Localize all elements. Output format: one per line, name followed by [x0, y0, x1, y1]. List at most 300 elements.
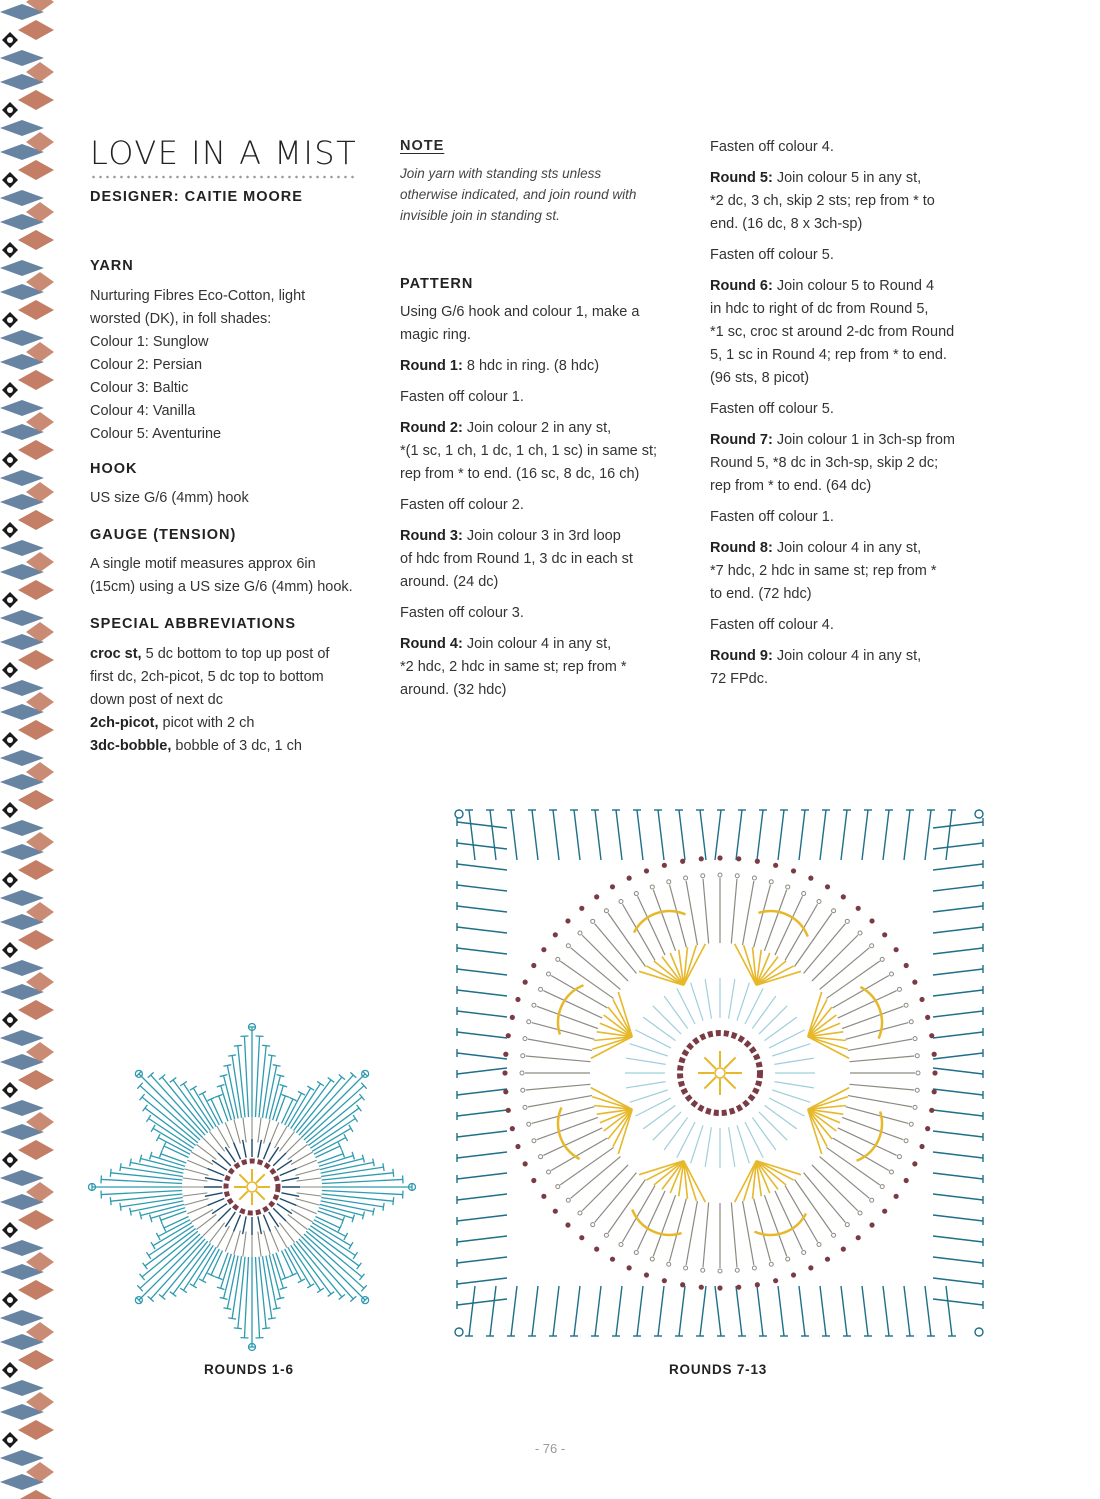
- stitch-mark: [644, 1272, 649, 1277]
- stitch-stroke: [208, 1198, 225, 1205]
- border-petal-blue: [0, 680, 44, 696]
- stitch-stroke: [279, 1223, 294, 1243]
- stitch-mark: [699, 1285, 704, 1290]
- stitch-top: [904, 1139, 908, 1143]
- stitch-stroke: [774, 1082, 814, 1088]
- stitch-stroke: [457, 906, 507, 912]
- stitch-stroke: [933, 969, 983, 975]
- stitch-top: [735, 1268, 739, 1272]
- stitch-stroke: [457, 969, 507, 975]
- corner-picot: [975, 810, 983, 818]
- corner-picot: [455, 1328, 463, 1336]
- stitch-stroke: [772, 1044, 810, 1056]
- round-label: Round 4:: [400, 636, 463, 652]
- stitch-stroke: [212, 1160, 227, 1170]
- stitch-mark: [929, 1033, 934, 1038]
- stitch-top: [223, 1308, 231, 1310]
- stitch-top: [786, 885, 790, 889]
- stitch-stroke: [537, 1117, 598, 1139]
- stitch-stroke: [764, 890, 786, 951]
- stitch-top: [349, 1242, 353, 1249]
- stitch-stroke: [297, 1178, 322, 1181]
- stitch-stroke: [686, 881, 697, 945]
- stitch-stroke: [904, 810, 910, 860]
- stitch-mark: [502, 1070, 507, 1075]
- border-petal-blue: [0, 400, 44, 416]
- stitch-top: [532, 1003, 536, 1007]
- stitch-stroke: [457, 1032, 507, 1038]
- stitch-top: [915, 1088, 919, 1092]
- border-dot: [7, 37, 13, 43]
- stitch-top: [667, 880, 671, 884]
- stitch-mark: [882, 1209, 887, 1214]
- border-petal-rust: [18, 440, 54, 460]
- stitch-stroke: [904, 1286, 910, 1336]
- border-petal-rust: [18, 580, 54, 600]
- stitch-stroke: [196, 1144, 216, 1159]
- stitch-stroke: [933, 1257, 983, 1263]
- border-dot: [7, 807, 13, 813]
- stitch-stroke: [243, 1140, 247, 1158]
- stitch-stroke: [312, 1223, 351, 1246]
- border-dot: [7, 947, 13, 953]
- stitch-top: [880, 1185, 884, 1189]
- stitch-stroke: [838, 1128, 897, 1155]
- note-line: otherwise indicated, and join round with: [400, 187, 637, 202]
- stitch-mark: [662, 863, 667, 868]
- stitch-top: [521, 1088, 525, 1092]
- stitch-top: [566, 944, 570, 948]
- stitch-stroke: [759, 1006, 787, 1034]
- stitch-stroke: [297, 1193, 322, 1196]
- stitch-top: [527, 1020, 531, 1024]
- abbreviations-heading: SPECIAL ABBREVIATIONS: [90, 616, 297, 632]
- stitch-stroke: [244, 1036, 248, 1117]
- stitch-stroke: [294, 1160, 317, 1170]
- stitch-top: [190, 1086, 197, 1090]
- stitch-top: [701, 874, 705, 878]
- stitch-stroke: [258, 1232, 261, 1257]
- stitch-stroke: [704, 1077, 715, 1088]
- stitch-top: [523, 1105, 527, 1109]
- stitch-top: [143, 1263, 148, 1269]
- stitch-stroke: [187, 1160, 210, 1170]
- stitch-mark: [579, 1235, 584, 1240]
- stitch-stroke: [295, 1169, 319, 1175]
- stitch-stroke: [737, 983, 749, 1021]
- stitch-top: [556, 1185, 560, 1189]
- stitch-stroke: [774, 1058, 814, 1064]
- stitch-top: [349, 1125, 353, 1132]
- stitch-top: [913, 1037, 917, 1041]
- stitch-top: [909, 1122, 913, 1126]
- stitch-stroke: [258, 1216, 262, 1234]
- stitch-mark: [627, 1265, 632, 1270]
- stitch-stroke: [635, 1098, 671, 1116]
- fasten-off-line: Fasten off colour 3.: [400, 605, 524, 621]
- stitch-stroke: [457, 864, 507, 870]
- stitch-stroke: [490, 1286, 496, 1336]
- stitch-top: [353, 1252, 357, 1259]
- stitch-stroke: [745, 988, 763, 1024]
- border-petal-rust: [18, 90, 54, 110]
- stitch-top: [915, 1054, 919, 1058]
- stitch-stroke: [238, 1046, 245, 1118]
- stitch-top: [268, 1318, 276, 1319]
- stitch-mark: [565, 1222, 570, 1227]
- stitch-mark: [531, 1178, 536, 1183]
- stitch-stroke: [933, 1215, 983, 1221]
- stitch-top: [130, 1158, 132, 1166]
- stitch-stroke: [203, 1249, 220, 1281]
- stitch-top: [578, 931, 582, 935]
- border-dot: [7, 107, 13, 113]
- stitch-top: [802, 1250, 806, 1254]
- stitch-stroke: [686, 1201, 697, 1265]
- stitch-top: [180, 1081, 187, 1085]
- stitch-stroke: [244, 1257, 248, 1338]
- stitch-stroke: [933, 1173, 983, 1179]
- stitch-stroke: [933, 822, 983, 828]
- round-instruction: Round 1: 8 hdc in ring. (8 hdc): [400, 358, 600, 374]
- round-instruction: Round 3: Join colour 3 in 3rd loop of hdc from Round 1, 3 dc in each st around. (24 dc): [400, 528, 633, 590]
- stitch-stroke: [543, 991, 602, 1018]
- stitch-stroke: [883, 1286, 889, 1336]
- stitch-stroke: [703, 879, 709, 944]
- stitch-stroke: [754, 885, 771, 948]
- stitch-stroke: [933, 906, 983, 912]
- stitch-stroke: [284, 1219, 302, 1237]
- stitch-stroke: [626, 1058, 666, 1064]
- note-heading: NOTE: [400, 138, 445, 154]
- stitch-stroke: [643, 1105, 675, 1129]
- stitch-stroke: [551, 1138, 607, 1171]
- stitch-stroke: [225, 1212, 235, 1227]
- stitch-stroke: [275, 1126, 288, 1148]
- yarn-line: Colour 1: Sunglow: [90, 334, 209, 350]
- round-label: Round 2:: [400, 420, 463, 436]
- pattern-heading: PATTERN: [400, 276, 474, 292]
- stitch-top: [889, 1170, 893, 1174]
- stitch-stroke: [259, 1257, 266, 1329]
- stitch-stroke: [273, 1153, 286, 1166]
- stitch-stroke: [288, 1144, 308, 1159]
- stitch-stroke: [643, 1017, 675, 1041]
- stitch-mark: [791, 868, 796, 873]
- stitch-stroke: [826, 1148, 879, 1185]
- stitch-top: [523, 1037, 527, 1041]
- stitch-stroke: [528, 1039, 592, 1050]
- stitch-stroke: [637, 1286, 643, 1336]
- stitch-stroke: [862, 1286, 868, 1336]
- stitch-stroke: [457, 822, 507, 828]
- stitch-top: [151, 1242, 155, 1249]
- stitch-top: [817, 1242, 821, 1246]
- stitch-stroke: [772, 1090, 810, 1102]
- stitch-top: [532, 1139, 536, 1143]
- stitch-stroke: [457, 1131, 507, 1137]
- stitch-stroke: [263, 1143, 270, 1160]
- stitch-stroke: [209, 1131, 224, 1151]
- stitch-mark: [755, 1282, 760, 1287]
- stitch-mark: [882, 932, 887, 937]
- stitch-mark: [869, 918, 874, 923]
- stitch-top: [880, 957, 884, 961]
- gauge-heading: GAUGE (TENSION): [90, 527, 237, 543]
- border-petal-blue: [0, 1170, 44, 1186]
- stitch-stroke: [658, 810, 664, 860]
- stitch-mark: [579, 906, 584, 911]
- stitch-mark: [594, 894, 599, 899]
- round-instruction: Round 5: Join colour 5 in any st, *2 dc, 3 ch, skip 2 sts; rep from * to end. (16 dc, 8 x 3ch-sp): [710, 170, 935, 232]
- stitch-mark: [925, 1126, 930, 1131]
- stitch-stroke: [691, 983, 703, 1021]
- stitch-top: [634, 1250, 638, 1254]
- round-label: Round 9:: [710, 648, 773, 664]
- stitch-top: [143, 1105, 148, 1111]
- stitch-stroke: [795, 913, 832, 966]
- round-label: Round 5:: [710, 170, 773, 186]
- fasten-off-line: Fasten off colour 4.: [710, 139, 834, 155]
- stitch-stroke: [616, 810, 622, 860]
- stitch-top: [520, 1071, 524, 1075]
- stitch-stroke: [933, 1089, 983, 1095]
- stitch-mark: [736, 856, 741, 861]
- stitch-stroke: [208, 1169, 225, 1176]
- stitch-top: [566, 1198, 570, 1202]
- stitch-stroke: [457, 1194, 507, 1200]
- border-dot: [7, 1367, 13, 1373]
- stitch-mark: [808, 1265, 813, 1270]
- stitch-top: [604, 1233, 608, 1237]
- stitch-mark: [932, 1070, 937, 1075]
- stitch-stroke: [664, 1117, 688, 1149]
- stitch-stroke: [184, 1169, 208, 1175]
- stitch-stroke: [724, 1077, 735, 1088]
- stitch-stroke: [842, 1006, 903, 1028]
- border-dot: [7, 1017, 13, 1023]
- stitch-top: [521, 1054, 525, 1058]
- stitch-stroke: [933, 948, 983, 954]
- round-label: Round 1:: [400, 358, 463, 374]
- stitch-stroke: [653, 890, 675, 951]
- stitch-mark: [869, 1222, 874, 1227]
- stitch-stroke: [203, 1093, 220, 1125]
- stitch-stroke: [153, 1128, 192, 1151]
- stitch-top: [262, 1045, 270, 1046]
- stitch-stroke: [846, 1107, 909, 1124]
- yarn-section: [90, 258, 380, 446]
- stitch-stroke: [729, 1127, 735, 1167]
- yarn-heading: YARN: [90, 258, 134, 274]
- stitch-stroke: [551, 976, 607, 1009]
- stitch-stroke: [243, 1216, 247, 1234]
- stitch-stroke: [677, 988, 695, 1024]
- stitch-stroke: [288, 1088, 311, 1127]
- stitch-stroke: [457, 1257, 507, 1263]
- yarn-line: Colour 4: Vanilla: [90, 403, 196, 419]
- stitch-stroke: [925, 1286, 931, 1336]
- round-ring: [226, 1161, 278, 1213]
- stitch-top: [701, 1268, 705, 1272]
- stitch-stroke: [281, 1178, 299, 1182]
- stitch-stroke: [862, 810, 868, 860]
- border-petal-blue: [0, 1380, 44, 1396]
- round-label: Round 7:: [710, 432, 773, 448]
- stitch-stroke: [731, 879, 737, 944]
- stitch-top: [110, 1197, 111, 1205]
- stitch-top: [170, 1292, 176, 1297]
- stitch-stroke: [933, 1152, 983, 1158]
- small-motif-diagram: [88, 1022, 416, 1352]
- page-number: - 76 -: [534, 1441, 566, 1456]
- stitch-stroke: [691, 1125, 703, 1163]
- stitch-top: [650, 1257, 654, 1261]
- stitch-top: [845, 919, 849, 923]
- border-petal-blue: [0, 890, 44, 906]
- stitch-stroke: [812, 1165, 858, 1211]
- stitch-stroke: [724, 1057, 735, 1068]
- stitch-stroke: [543, 1128, 602, 1155]
- round-instruction: Round 7: Join colour 1 in 3ch-sp from Round 5, *8 dc in 3ch-sp, skip 2 dc; rep from * to end. (64 dc): [710, 432, 955, 494]
- stitch-stroke: [217, 1226, 230, 1248]
- stitch-top: [539, 987, 543, 991]
- stitch-stroke: [288, 1214, 308, 1229]
- stitch-stroke: [511, 810, 517, 860]
- abbreviation-term: croc st,: [90, 646, 142, 662]
- stitch-top: [619, 1242, 623, 1246]
- stitch-mark: [515, 1144, 520, 1149]
- stitch-stroke: [469, 810, 475, 860]
- round-ring: [680, 1033, 760, 1113]
- stitch-top: [769, 1262, 773, 1266]
- stitch-mark: [929, 1108, 934, 1113]
- border-dot: [7, 1227, 13, 1233]
- stitch-stroke: [277, 1160, 292, 1170]
- stitch-stroke: [301, 1236, 365, 1300]
- stitch-stroke: [653, 1112, 681, 1140]
- stitch-stroke: [595, 1286, 601, 1336]
- stitch-stroke: [757, 1286, 763, 1336]
- stitch-stroke: [322, 1194, 394, 1201]
- border-petal-rust: [18, 230, 54, 250]
- stitch-stroke: [820, 948, 870, 990]
- stitch-stroke: [745, 1122, 763, 1158]
- stitch-stroke: [258, 1118, 261, 1143]
- pattern-continued: [710, 136, 1010, 699]
- stitch-mark: [662, 1278, 667, 1283]
- fasten-off-line: Fasten off colour 5.: [710, 247, 834, 263]
- stitch-stroke: [883, 810, 889, 860]
- stitch-top: [556, 957, 560, 961]
- stitch-top: [684, 876, 688, 880]
- stitch-mark: [594, 1247, 599, 1252]
- stitch-stroke: [234, 1230, 240, 1254]
- stitch-stroke: [933, 1299, 983, 1305]
- stitch-top: [228, 1055, 236, 1056]
- stitch-top: [268, 1055, 276, 1056]
- stitch-stroke: [457, 1236, 507, 1242]
- stitch-top: [897, 987, 901, 991]
- stitch-mark: [717, 1285, 722, 1290]
- stitch-stroke: [638, 1191, 665, 1250]
- stitch-stroke: [291, 1152, 313, 1165]
- stitch-mark: [610, 1257, 615, 1262]
- yarn-line: Colour 5: Aventurine: [90, 426, 222, 442]
- stitch-top: [273, 1065, 281, 1067]
- stitch-mark: [904, 963, 909, 968]
- abbreviation-line: 2ch-picot, picot with 2 ch: [90, 715, 255, 731]
- stitch-top: [373, 1158, 375, 1166]
- stitch-mark: [531, 963, 536, 968]
- stitch-stroke: [764, 1017, 796, 1041]
- stitch-stroke: [277, 1204, 292, 1214]
- stitch-stroke: [754, 1199, 771, 1262]
- abbreviation-line: down post of next dc: [90, 692, 223, 708]
- stitch-stroke: [457, 1215, 507, 1221]
- stitch-stroke: [255, 1257, 259, 1338]
- stitch-stroke: [553, 810, 559, 860]
- decorative-border: [0, 0, 56, 1499]
- stitch-top: [802, 892, 806, 896]
- stitch-stroke: [218, 1208, 231, 1221]
- round-label: Round 3:: [400, 528, 463, 544]
- stitch-mark: [699, 856, 704, 861]
- abbreviations-section: [90, 616, 380, 758]
- border-petal-blue: [0, 1030, 44, 1046]
- caption-rounds-7-13: ROUNDS 7-13: [669, 1362, 768, 1377]
- border-dot: [7, 317, 13, 323]
- stitch-top: [120, 1163, 121, 1171]
- stitch-top: [383, 1163, 384, 1171]
- stitch-stroke: [630, 1044, 668, 1056]
- border-petal-rust: [18, 1210, 54, 1230]
- border-dot: [7, 527, 13, 533]
- stitch-stroke: [187, 1204, 210, 1214]
- stitch-stroke: [670, 885, 687, 948]
- stitch-top: [889, 972, 893, 976]
- border-petal-blue: [0, 820, 44, 836]
- stitch-stroke: [933, 1131, 983, 1137]
- stitch-stroke: [234, 1215, 241, 1232]
- stitch-stroke: [193, 1088, 216, 1127]
- border-petal-blue: [0, 750, 44, 766]
- stitch-mark: [680, 859, 685, 864]
- stitch-mark: [932, 1052, 937, 1057]
- stitch-stroke: [616, 1286, 622, 1336]
- fasten-off-line: Fasten off colour 1.: [710, 509, 834, 525]
- stitch-stroke: [191, 1210, 213, 1223]
- stitch-top: [735, 874, 739, 878]
- stitch-stroke: [111, 1173, 183, 1180]
- stitch-stroke: [191, 1152, 213, 1165]
- stitch-stroke: [560, 1148, 613, 1185]
- stitch-top: [383, 1203, 384, 1211]
- stitch-top: [228, 1318, 236, 1319]
- stitch-stroke: [775, 1191, 802, 1250]
- stitch-stroke: [322, 1179, 403, 1183]
- stitch-stroke: [234, 1143, 241, 1160]
- border-petal-rust: [18, 160, 54, 180]
- corner-picot: [975, 1328, 983, 1336]
- pattern-title: LOVE IN A MIST: [90, 134, 358, 172]
- stitch-stroke: [269, 1147, 279, 1162]
- stitch-stroke: [820, 1286, 826, 1336]
- stitch-mark: [553, 1209, 558, 1214]
- stitch-top: [684, 1266, 688, 1270]
- border-dot: [7, 457, 13, 463]
- stitch-stroke: [769, 1030, 805, 1048]
